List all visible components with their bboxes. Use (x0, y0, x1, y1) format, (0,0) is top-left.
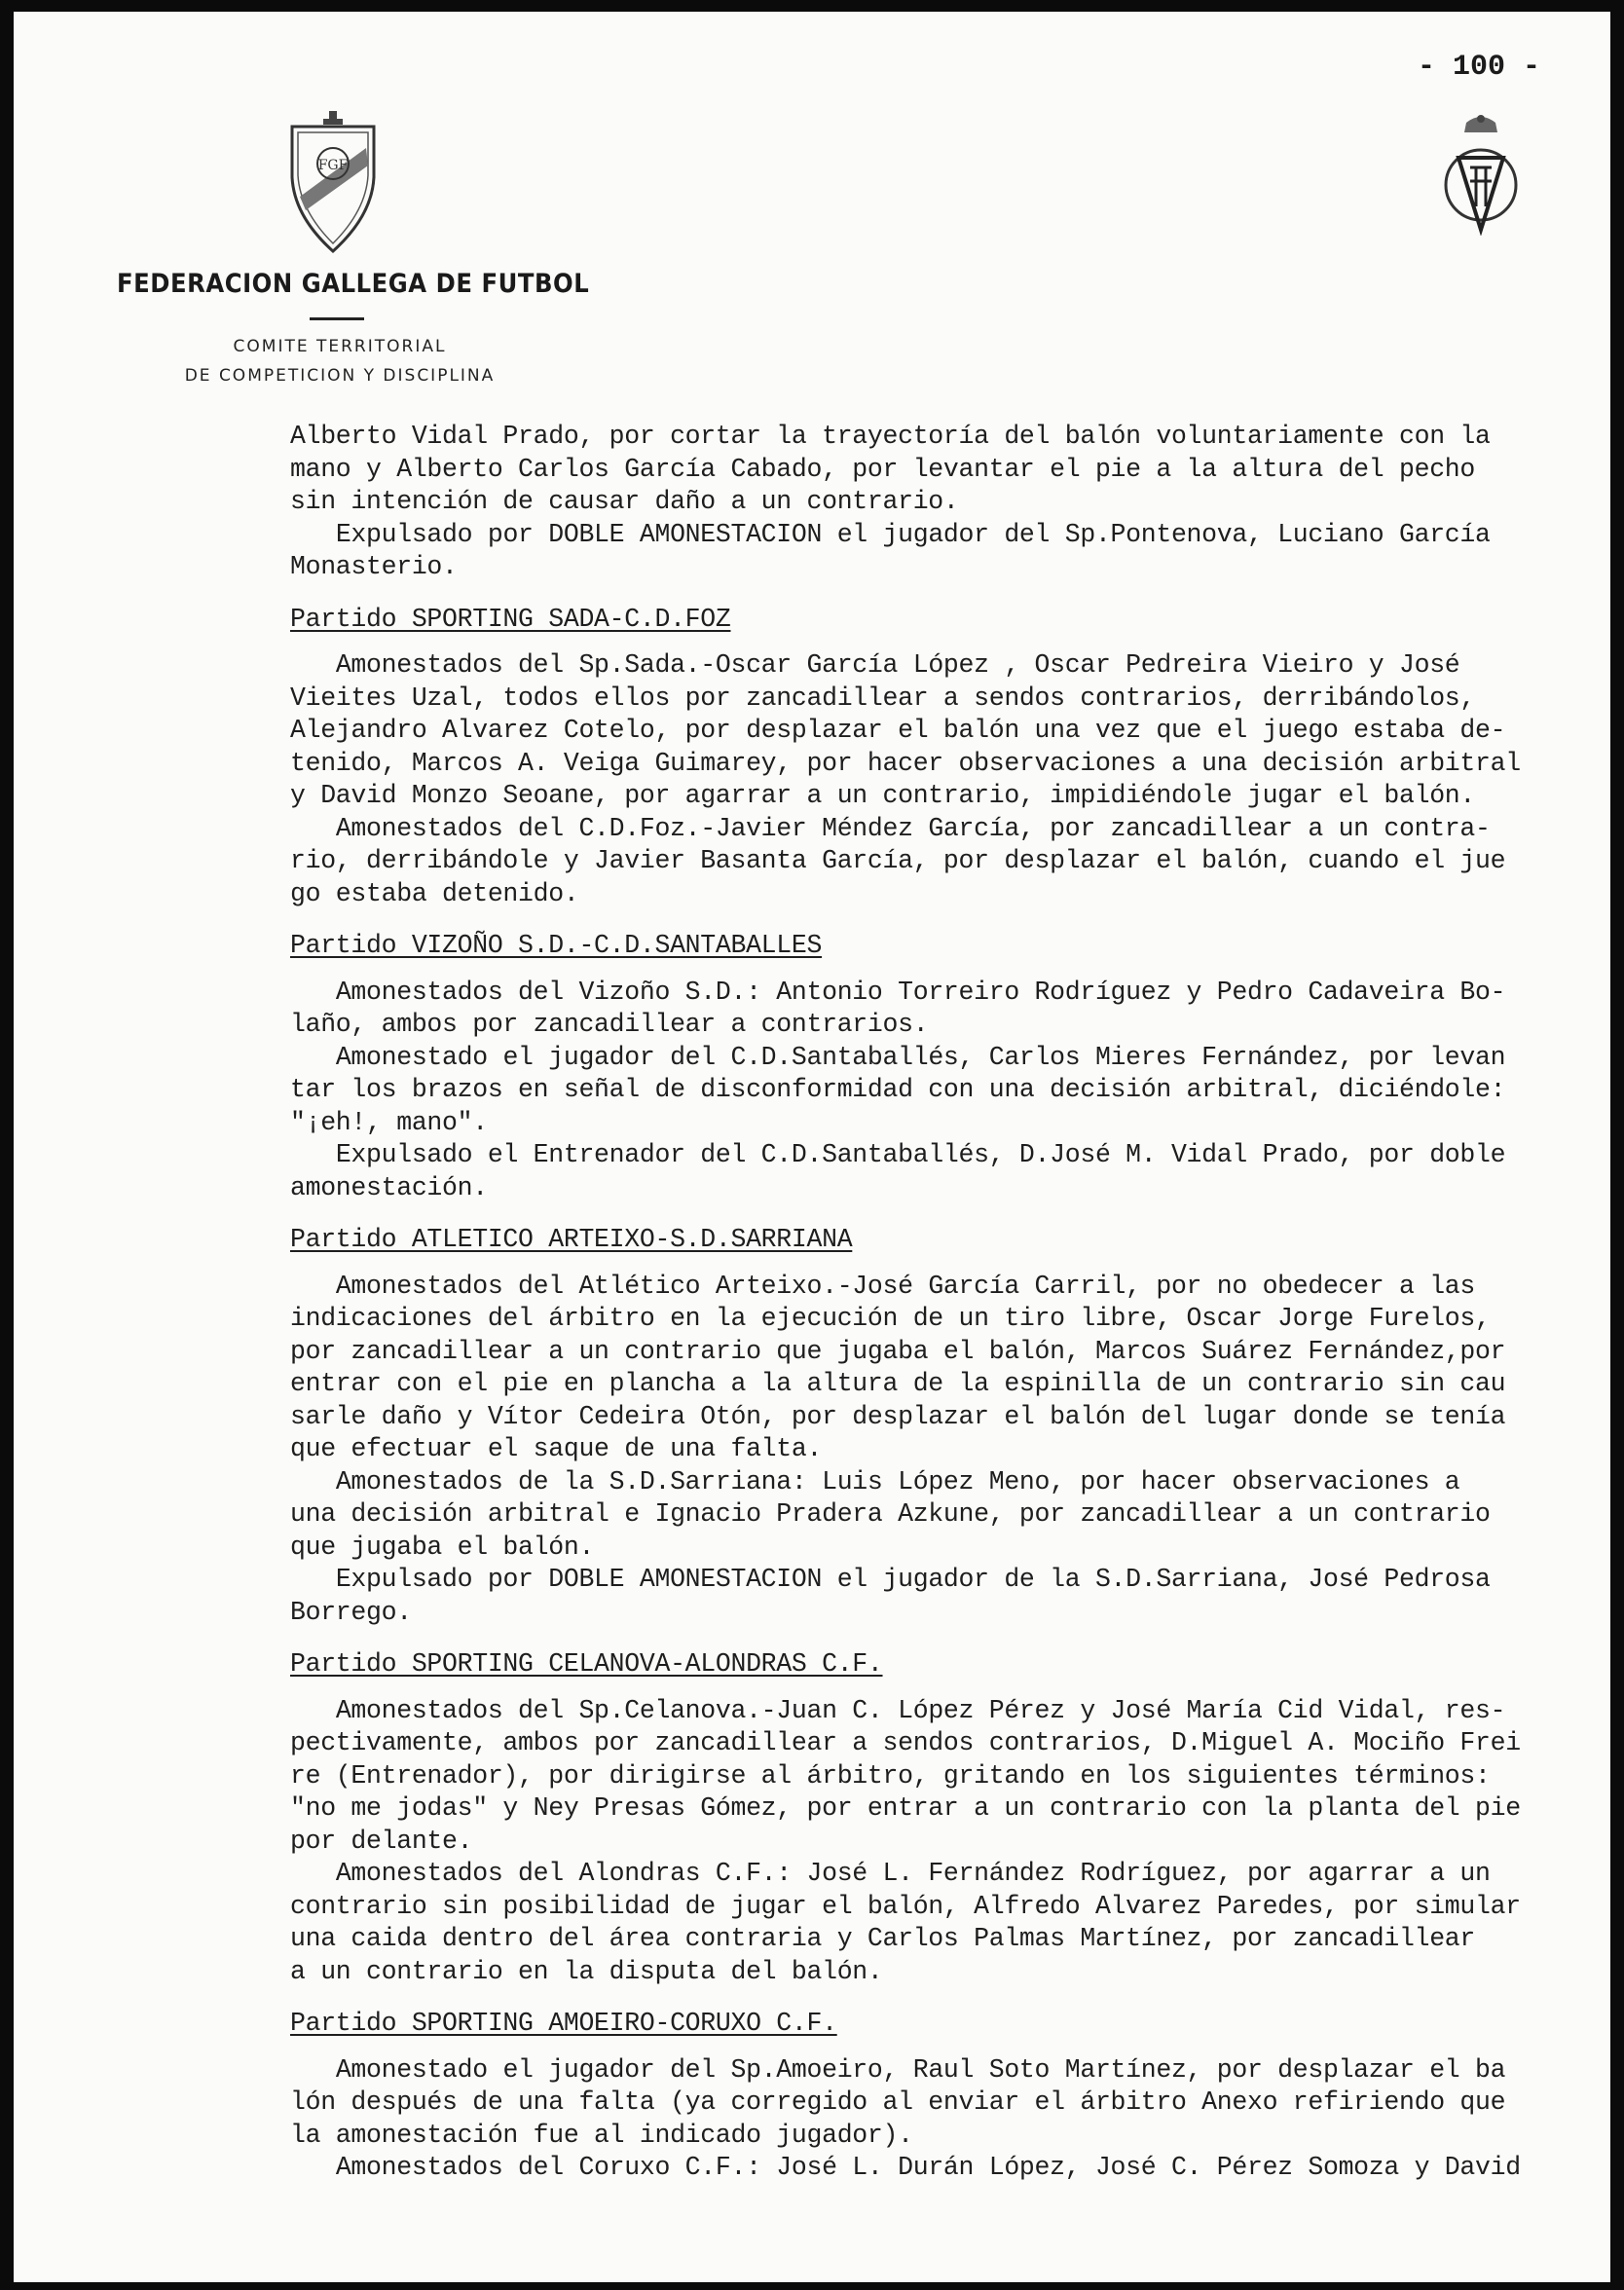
text-line: rio, derribándole y Javier Basanta García, por desplazar el balón, cuando el jue (290, 846, 1506, 875)
text-line: por delante. (290, 1826, 473, 1856)
text-line: por zancadillear a un contrario que jugaba el balón, Marcos Suárez Fernández,por (290, 1336, 1506, 1366)
intro-section (290, 421, 1585, 584)
committee-title-line2: DE COMPETICION Y DISCIPLINA (184, 366, 496, 386)
text-line: que efectuar el saque de una falta. (290, 1434, 823, 1463)
text-line: pectivamente, ambos por zancadillear a sendos contrarios, D.Miguel A. Mociño Frei (290, 1728, 1521, 1757)
text-line: Amonestados del Alondras C.F.: José L. Fernández Rodríguez, por agarrar a un (290, 1859, 1491, 1888)
match-heading: Partido VIZOÑO S.D.-C.D.SANTABALLES (290, 931, 823, 960)
header-divider (310, 317, 364, 320)
text-line: re (Entrenador), por dirigirse al árbitro, gritando en los siguientes términos: (290, 1760, 1491, 1791)
text-line: entrar con el pie en plancha a la altura de la espinilla de un contrario sin cau (290, 1369, 1506, 1398)
committee-title-line1: COMITE TERRITORIAL (233, 337, 447, 356)
federation-name: FEDERACION GALLEGA DE FUTBOL (117, 269, 590, 299)
text-line: Amonestado el jugador del C.D.Santaballés, Carlos Mieres Fernández, por levan (290, 1042, 1506, 1072)
text-line: lón después de una falta (ya corregido al enviar el árbitro Anexo refiriendo que (290, 2087, 1506, 2117)
match-section (290, 1988, 1585, 2185)
text-line: Expulsado por DOBLE AMONESTACION el jugador del Sp.Pontenova, Luciano García (290, 519, 1491, 549)
text-line: sin intención de causar daño a un contrario. (290, 487, 959, 516)
text-line: sarle daño y Vítor Cedeira Otón, por desplazar el balón del lugar donde se tenía (290, 1401, 1506, 1431)
text-line: Amonestado el jugador del Sp.Amoeiro, Raul Soto Martínez, por desplazar el ba (290, 2054, 1506, 2085)
text-line: mano y Alberto Carlos García Cabado, por levantar el pie a la altura del pecho (290, 454, 1476, 484)
match-heading: Partido SPORTING SADA-C.D.FOZ (290, 604, 731, 634)
svg-text:FGF: FGF (317, 158, 349, 173)
text-line: laño, ambos por zancadillear a contrarios. (290, 1010, 929, 1039)
text-line: Amonestados del Sp.Celanova.-Juan C. López Pérez y José María Cid Vidal, res- (290, 1695, 1506, 1725)
text-line: "¡eh!, mano". (290, 1107, 488, 1137)
federation-crest-icon (286, 109, 380, 255)
text-line: Amonestados del Atlético Arteixo.-José García Carril, por no obedecer a las (290, 1271, 1476, 1301)
text-line: contrario sin posibilidad de jugar el balón, Alfredo Alvarez Paredes, por simular (290, 1891, 1521, 1921)
text-line: una decisión arbitral e Ignacio Pradera Azkune, por zancadillear a un contrario (290, 1499, 1491, 1529)
text-line: amonestación. (290, 1172, 488, 1202)
match-section (290, 584, 1585, 911)
text-line: Expulsado por DOBLE AMONESTACION el jugador de la S.D.Sarriana, José Pedrosa (290, 1565, 1491, 1594)
match-section (290, 910, 1585, 1204)
text-line: y David Monzo Seoane, por agarrar a un contrario, impidiéndole jugar el balón. (290, 781, 1476, 810)
match-section (290, 1204, 1585, 1629)
text-line: tenido, Marcos A. Veiga Guimarey, por hacer observaciones a una decisión arbitral (290, 748, 1521, 778)
text-line: a un contrario en la disputa del balón. (290, 1956, 883, 1986)
spanish-federation-emblem-icon (1437, 109, 1525, 236)
text-line: Amonestados de la S.D.Sarriana: Luis López Meno, por hacer observaciones a (290, 1466, 1460, 1496)
text-line: que jugaba el balón. (290, 1532, 595, 1562)
text-line: Amonestados del Coruxo C.F.: José L. Durán López, José C. Pérez Somoza y David (290, 2153, 1521, 2182)
match-section (290, 1629, 1585, 1988)
text-line: Amonestados del C.D.Foz.-Javier Méndez García, por zancadillear a un contra- (290, 813, 1491, 843)
text-line: Amonestados del Vizoño S.D.: Antonio Torreiro Rodríguez y Pedro Cadaveira Bo- (290, 977, 1506, 1007)
document-body (290, 421, 1585, 2185)
text-line: Borrego. (290, 1597, 412, 1627)
text-line: Amonestados del Sp.Sada.-Oscar García López , Oscar Pedreira Vieiro y José (290, 650, 1460, 680)
match-heading: Partido SPORTING AMOEIRO-CORUXO C.F. (290, 2009, 837, 2038)
text-line: indicaciones del árbitro en la ejecución de un tiro libre, Oscar Jorge Furelos, (290, 1304, 1491, 1333)
page-number: - 100 - (1417, 51, 1540, 84)
text-line: una caida dentro del área contraria y Carlos Palmas Martínez, por zancadillear (290, 1924, 1476, 1953)
text-line: Expulsado el Entrenador del C.D.Santaballés, D.José M. Vidal Prado, por doble (290, 1140, 1506, 1169)
text-line: Alejandro Alvarez Cotelo, por desplazar el balón una vez que el juego estaba de- (290, 716, 1506, 745)
document-page (14, 12, 1610, 2282)
text-line: Monasterio. (290, 552, 458, 581)
text-line: Alberto Vidal Prado, por cortar la trayectoría del balón voluntariamente con la (290, 422, 1491, 451)
text-line: la amonestación fue al indicado jugador). (290, 2120, 913, 2150)
match-heading: Partido SPORTING CELANOVA-ALONDRAS C.F. (290, 1649, 883, 1679)
text-line: tar los brazos en señal de disconformidad con una decisión arbitral, diciéndole: (290, 1075, 1506, 1104)
match-heading: Partido ATLETICO ARTEIXO-S.D.SARRIANA (290, 1225, 853, 1254)
text-line: go estaba detenido. (290, 878, 579, 908)
text-line: "no me jodas" y Ney Presas Gómez, por entrar a un contrario con la planta del pie (290, 1793, 1521, 1823)
text-line: Vieites Uzal, todos ellos por zancadillear a sendos contrarios, derribándolos, (290, 683, 1476, 713)
